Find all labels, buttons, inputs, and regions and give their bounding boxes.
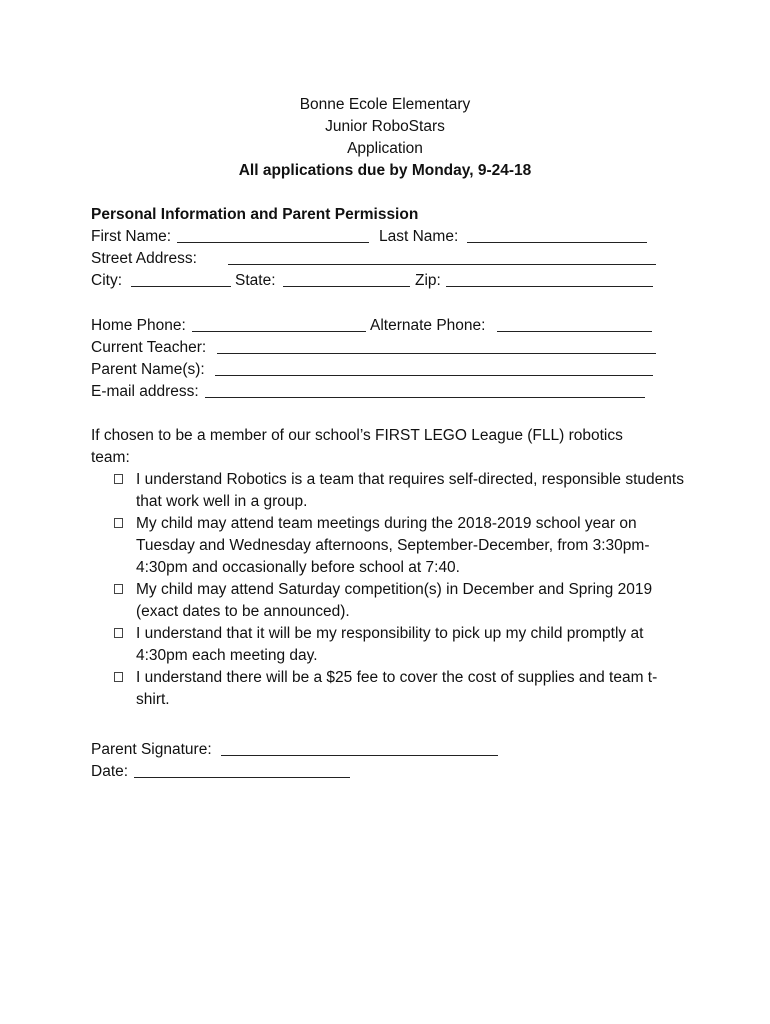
- program-name: Junior RoboStars: [325, 118, 445, 135]
- home-phone-label: Home Phone:: [91, 317, 186, 334]
- home-phone-field[interactable]: [192, 331, 366, 332]
- checkbox[interactable]: [114, 584, 123, 594]
- phone-row: [91, 315, 691, 337]
- email-row: [91, 381, 691, 403]
- street-address-label: Street Address:: [91, 250, 197, 267]
- name-row: [91, 226, 691, 248]
- teacher-row: [91, 337, 691, 359]
- contact-info-section: [91, 315, 691, 403]
- parent-signature-label: Parent Signature:: [91, 741, 212, 758]
- permission-intro: If chosen to be a member of our school’s FIRST LEGO League (FLL) robotics team:: [91, 427, 623, 466]
- checklist-item-text: I understand that it will be my responsibility to pick up my child promptly at 4:30pm each meeting day.: [136, 625, 644, 664]
- alternate-phone-field[interactable]: [497, 331, 652, 332]
- parent-signature-field[interactable]: [221, 755, 498, 756]
- parent-names-label: Parent Name(s):: [91, 361, 205, 378]
- date-row: [91, 761, 691, 783]
- permission-section: [91, 425, 691, 711]
- personal-info-section: [91, 204, 691, 292]
- checklist-item-text: I understand there will be a $25 fee to cover the cost of supplies and team t-shirt.: [136, 669, 658, 708]
- last-name-field[interactable]: [467, 242, 647, 243]
- checklist-item: [91, 667, 686, 711]
- current-teacher-field[interactable]: [217, 353, 656, 354]
- school-name: Bonne Ecole Elementary: [299, 96, 471, 113]
- checklist-item-text: My child may attend team meetings during the 2018-2019 school year on Tuesday and Wednesday afternoons, September-December, from 3:30pm-4:30pm and occasionally before school at 7:40.: [136, 515, 650, 576]
- city-label: City:: [91, 272, 122, 289]
- city-state-zip-row: [91, 270, 691, 292]
- checkbox[interactable]: [114, 474, 123, 484]
- date-field[interactable]: [134, 777, 350, 778]
- state-field[interactable]: [283, 286, 410, 287]
- parent-names-field[interactable]: [215, 375, 653, 376]
- deadline-notice: All applications due by Monday, 9-24-18: [238, 162, 532, 179]
- signature-row: [91, 739, 691, 761]
- form-header: [0, 94, 770, 182]
- street-row: [91, 248, 691, 270]
- email-label: E-mail address:: [91, 383, 199, 400]
- section-heading: Personal Information and Parent Permission: [91, 206, 419, 223]
- signature-section: [91, 739, 691, 783]
- form-type: Application: [347, 140, 423, 157]
- checklist-item: [91, 623, 686, 667]
- checklist-item-text: My child may attend Saturday competition(s) in December and Spring 2019 (exact dates to be announced).: [136, 581, 653, 620]
- checklist-item: [91, 469, 686, 513]
- last-name-label: Last Name:: [379, 228, 459, 245]
- street-address-field[interactable]: [228, 264, 656, 265]
- checkbox[interactable]: [114, 518, 123, 528]
- checkbox[interactable]: [114, 672, 123, 682]
- parent-names-row: [91, 359, 691, 381]
- zip-label: Zip:: [415, 272, 441, 289]
- state-label: State:: [235, 272, 276, 289]
- checkbox[interactable]: [114, 628, 123, 638]
- alternate-phone-label: Alternate Phone:: [370, 317, 486, 334]
- zip-field[interactable]: [446, 286, 653, 287]
- current-teacher-label: Current Teacher:: [91, 339, 207, 356]
- first-name-field[interactable]: [177, 242, 369, 243]
- checklist-item: [91, 579, 686, 623]
- first-name-label: First Name:: [91, 228, 172, 245]
- checklist-item: [91, 513, 686, 579]
- checklist-item-text: I understand Robotics is a team that requires self-directed, responsible students that work well in a group.: [136, 471, 684, 510]
- city-field[interactable]: [131, 286, 231, 287]
- email-field[interactable]: [205, 397, 645, 398]
- permission-checklist: [91, 469, 691, 711]
- date-label: Date:: [91, 763, 129, 780]
